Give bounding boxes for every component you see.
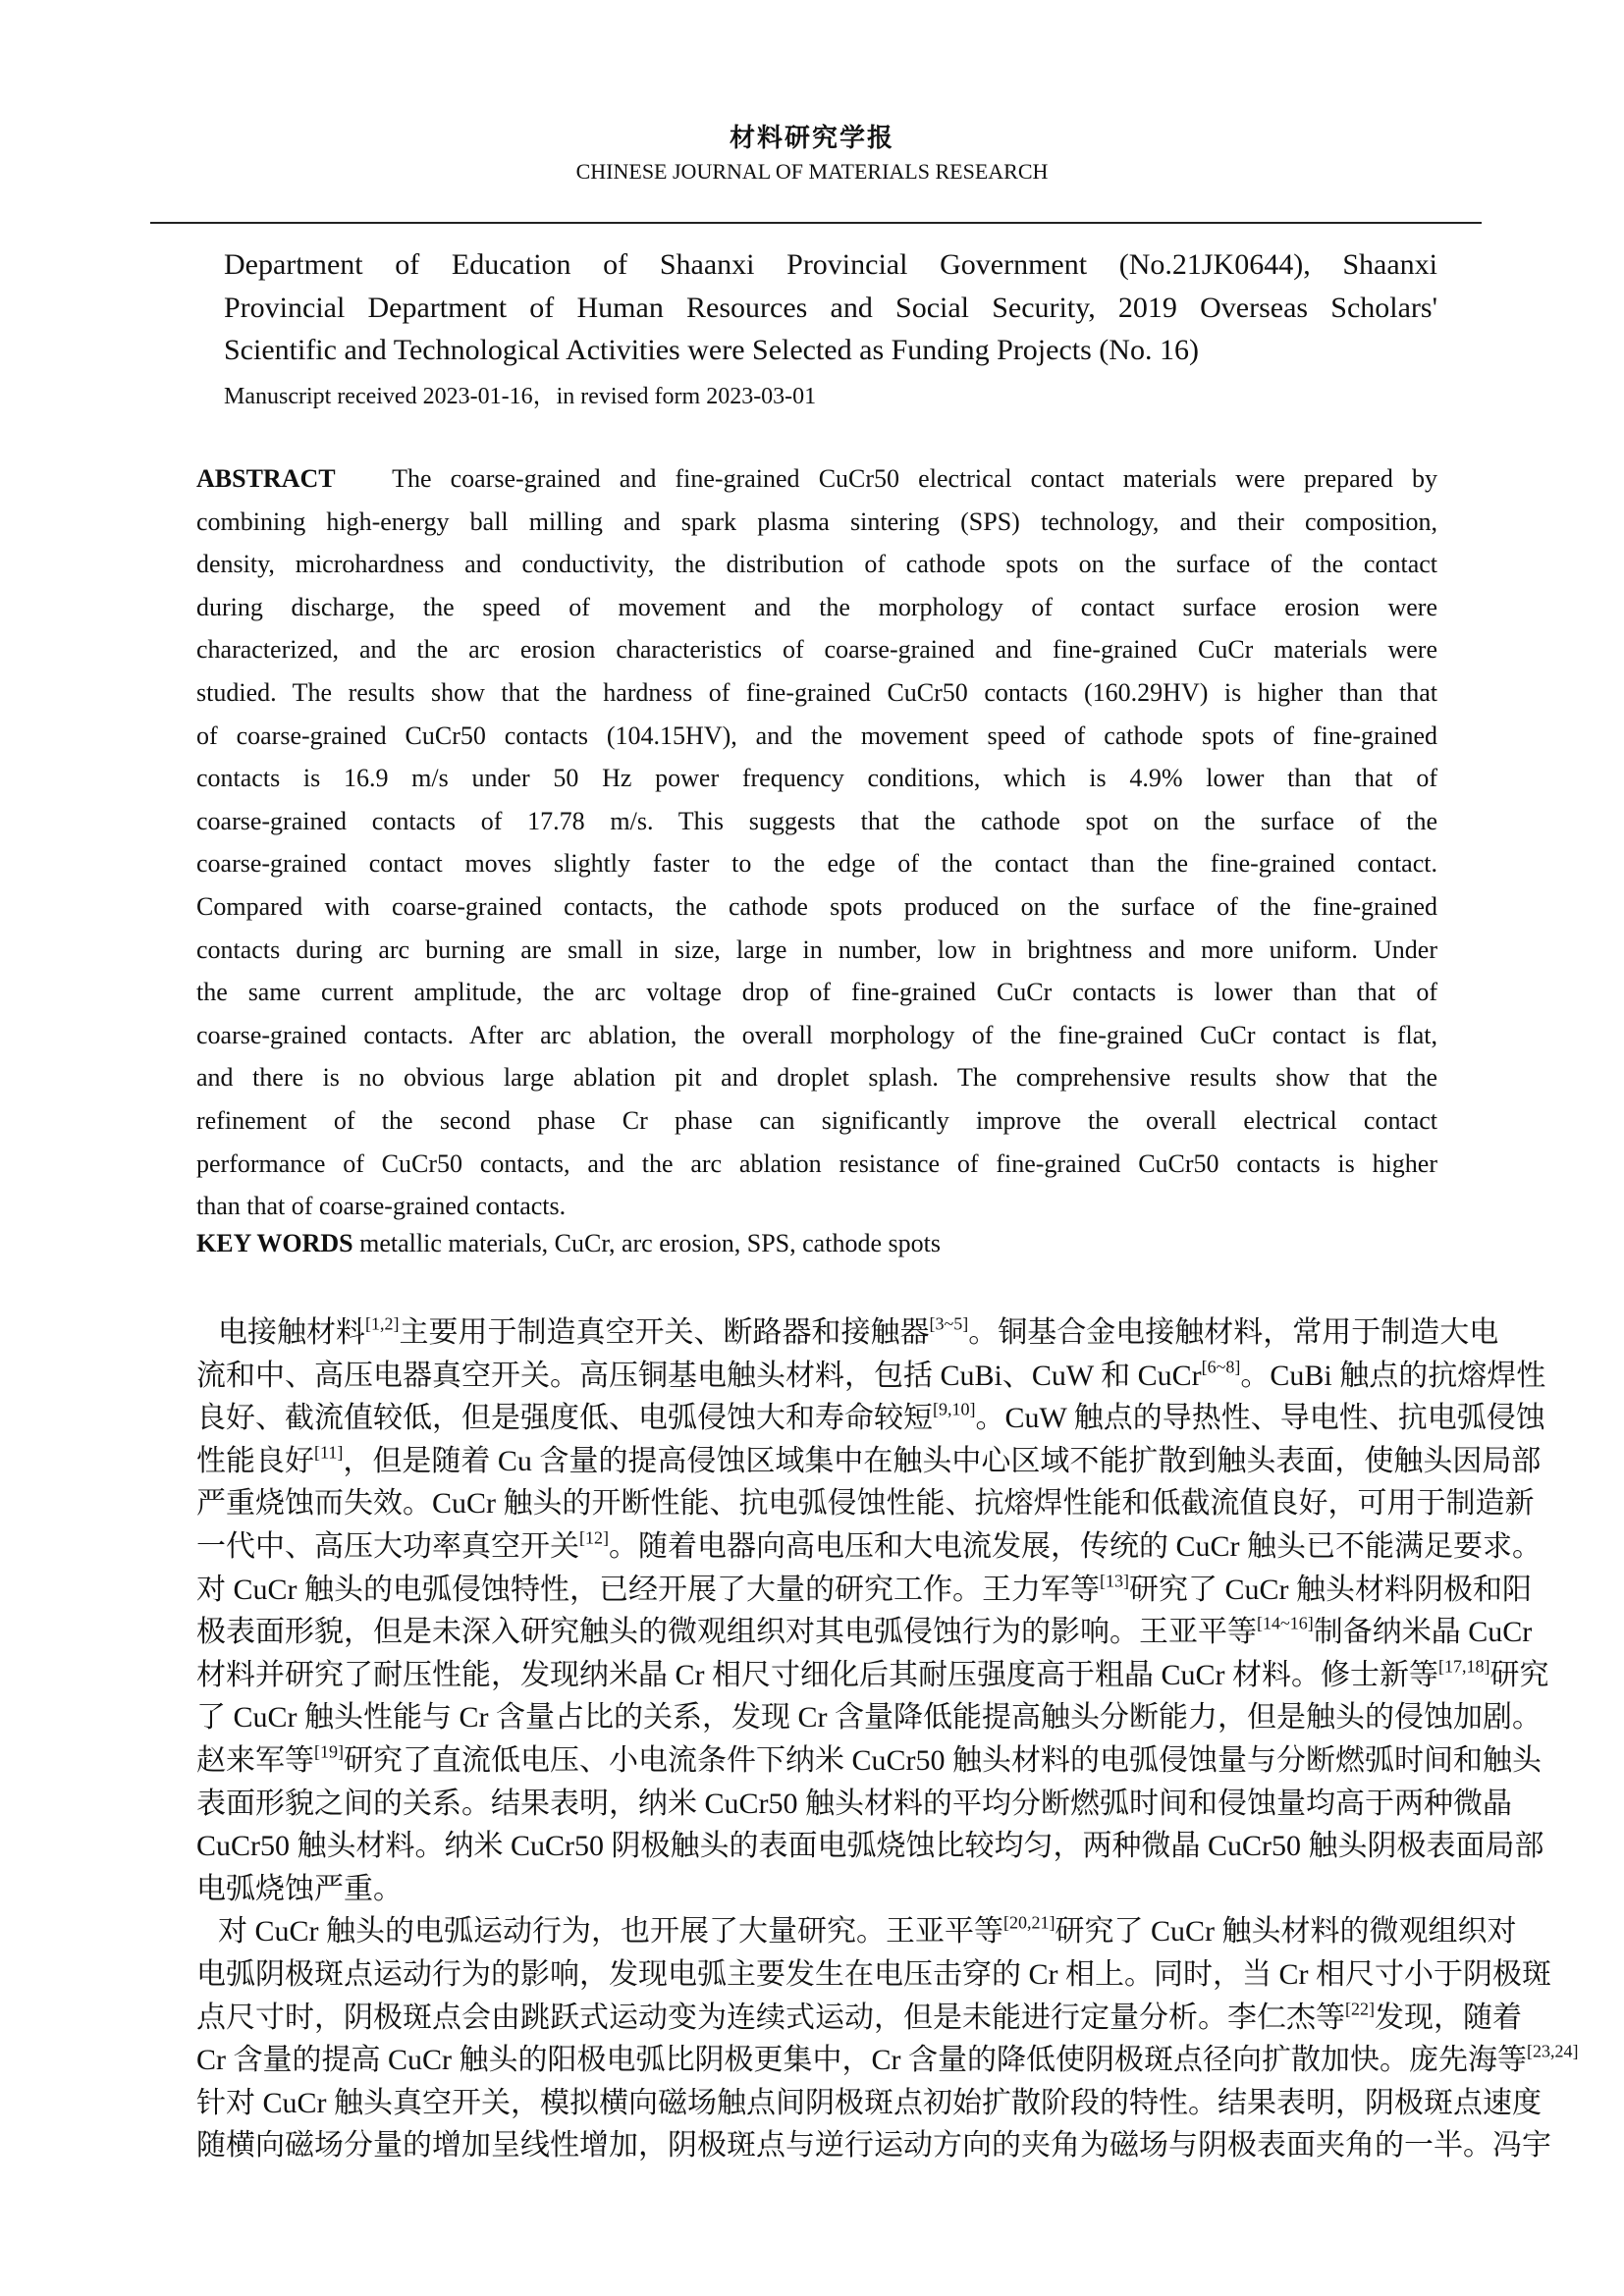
text-run: 极表面形貌，但是未深入研究触头的微观组织对其电弧侵蚀行为的影响。王亚平等 (196, 1616, 1257, 1649)
abstract-line (196, 971, 1437, 1014)
abstract-text: than that of coarse-grained contacts. (196, 1192, 567, 1221)
text-run: 严重烧蚀而失效。CuCr 触头的开断性能、抗电弧侵蚀性能、抗熔焊性能和低截流值良好，可用于制造新 (196, 1487, 1535, 1521)
text-run: 一代中、高压大功率真空开关 (196, 1529, 579, 1563)
citation-ref: [14~16] (1257, 1613, 1314, 1633)
text-run: 电接触材料 (218, 1316, 365, 1349)
text-run: 针对 CuCr 触头真空开关，模拟横向磁场触点间阴极斑点初始扩散阶段的特性。结果表明，阴极斑点速度 (196, 2086, 1543, 2119)
abstract-text: studied. The results show that the hardness of fine-grained CuCr50 contacts (160.29HV) is higher than that (196, 677, 1437, 707)
abstract-text: density, microhardness and conductivity, the distribution of cathode spots on the surface of the contact (196, 550, 1437, 579)
citation-ref: [6~8] (1201, 1357, 1241, 1376)
abstract-line (196, 757, 1437, 800)
abstract-line (196, 1099, 1437, 1143)
abstract-line (196, 586, 1437, 629)
paragraph-line (196, 1783, 1513, 1826)
abstract-line (196, 1056, 1437, 1099)
abstract-text: contacts during arc burning are small in size, large in number, low in brightness and more uniform. Under (196, 934, 1437, 964)
paragraph-line (196, 1569, 1533, 1612)
citation-ref: [23,24] (1527, 2041, 1579, 2061)
abstract-text: characterized, and the arc erosion characteristics of coarse-grained and fine-grained CuCr materials were (196, 635, 1437, 665)
paragraph-line (196, 2124, 1551, 2167)
header-divider (150, 222, 1482, 224)
abstract-line (196, 671, 1437, 715)
text-run: 性能良好 (196, 1444, 314, 1477)
citation-ref: [19] (314, 1741, 344, 1762)
abstract-line (196, 457, 1437, 501)
text-run: 制备纳米晶 CuCr (1313, 1616, 1533, 1649)
paragraph-line (196, 1910, 1517, 1953)
text-run: 研究了 CuCr 触头材料的微观组织对 (1055, 1915, 1517, 1949)
citation-ref: [9,10] (933, 1399, 976, 1419)
paragraph-line (196, 1311, 1499, 1355)
text-run: 了 CuCr 触头性能与 Cr 含量占比的关系，发现 Cr 含量降低能提高触头分断能力，但是触头的侵蚀加剧。 (196, 1701, 1543, 1735)
citation-ref: [12] (579, 1527, 609, 1548)
text-run: 。随着电器向高电压和大电流发展，传统的 CuCr 触头已不能满足要求。 (609, 1529, 1543, 1563)
paragraph-line (196, 1397, 1545, 1440)
keywords-label: KEY WORDS (196, 1229, 353, 1257)
paragraph-line (196, 1525, 1543, 1569)
abstract-text: of coarse-grained CuCr50 contacts (104.15HV), and the movement speed of cathode spots of fine-grained (196, 721, 1437, 750)
abstract-label: ABSTRACT (196, 464, 336, 493)
funding-line: Department of Education of Shaanxi Provincial Government (No.21JK0644), Shaanxi (224, 248, 1437, 281)
paragraph-line (196, 1953, 1551, 1997)
abstract-text: coarse-grained contacts of 17.78 m/s. This suggests that the cathode spot on the surface of the (196, 806, 1437, 835)
text-run: 电弧阴极斑点运动行为的影响，发现电弧主要发生在电压击穿的 Cr 相上。同时，当 Cr 相尺寸小于阴极斑 (196, 1957, 1551, 1991)
keywords (196, 1229, 941, 1258)
text-run: 。铜基合金电接触材料，常用于制造大电 (968, 1316, 1499, 1349)
abstract-line (196, 885, 1437, 929)
funding-line: Provincial Department of Human Resources and Social Security, 2019 Overseas Scholars' (224, 291, 1437, 324)
citation-ref: [3~5] (929, 1313, 969, 1334)
abstract-text: performance of CuCr50 contacts, and the arc ablation resistance of fine-grained CuCr50 contacts is higher (196, 1148, 1437, 1178)
abstract-text: contacts is 16.9 m/s under 50 Hz power frequency conditions, which is 4.9% lower than that of (196, 764, 1437, 793)
paragraph-line (196, 2082, 1543, 2125)
citation-ref: [11] (314, 1442, 344, 1463)
paragraph-line (196, 1696, 1543, 1739)
paragraph (196, 1311, 1549, 1910)
text-run: 电弧烧蚀严重。 (196, 1872, 403, 1905)
paragraph-line (196, 1825, 1544, 1868)
text-run: 赵来军等 (196, 1743, 314, 1777)
text-run: 研究了直流低电压、小电流条件下纳米 CuCr50 触头材料的电弧侵蚀量与分断燃弧时间和触头 (344, 1743, 1543, 1777)
text-run: ，但是随着 Cu 含量的提高侵蚀区域集中在触头中心区域不能扩散到触头表面，使触头因局部 (343, 1444, 1542, 1477)
abstract-text: and there is no obvious large ablation pit and droplet splash. The comprehensive results show that the (196, 1063, 1437, 1093)
text-run: 研究 (1489, 1658, 1549, 1691)
funding-statement (224, 243, 1437, 372)
abstract-text: coarse-grained contacts. After arc ablation, the overall morphology of the fine-grained CuCr contact is flat, (196, 1020, 1437, 1049)
text-run: 发现，随着 (1375, 2001, 1522, 2034)
paragraph-line (196, 1440, 1542, 1483)
text-run: 流和中、高压电器真空开关。高压铜基电触头材料，包括 CuBi、CuW 和 CuCr (196, 1359, 1202, 1392)
text-run: 研究了 CuCr 触头材料阴极和阳 (1129, 1573, 1533, 1606)
paragraph-line (196, 1611, 1533, 1654)
citation-ref: [20,21] (1003, 1912, 1056, 1933)
journal-title-en: CHINESE JOURNAL OF MATERIALS RESEARCH (575, 159, 1049, 184)
abstract-text: the same current amplitude, the arc voltage drop of fine-grained CuCr contacts is lower than that of (196, 978, 1437, 1007)
abstract-line (196, 929, 1437, 972)
journal-title-cn: 材料研究学报 (729, 124, 894, 152)
text-run: 对 CuCr 触头的电弧侵蚀特性，已经开展了大量的研究工作。王力军等 (196, 1573, 1101, 1606)
citation-ref: [22] (1345, 1998, 1375, 2018)
paragraph-line (196, 1997, 1522, 2040)
text-run: CuCr50 触头材料。纳米 CuCr50 阴极触头的表面电弧烧蚀比较均匀，两种微晶 CuCr50 触头阴极表面局部 (196, 1830, 1544, 1863)
paragraph-line (196, 1355, 1546, 1398)
abstract-line (196, 1143, 1437, 1186)
abstract-text: combining high-energy ball milling and spark plasma sintering (SPS) technology, and their composition, (196, 507, 1437, 536)
paragraph-line (196, 1482, 1535, 1525)
abstract-text: refinement of the second phase Cr phase can significantly improve the overall electrical contact (196, 1105, 1437, 1135)
text-run: 点尺寸时，阴极斑点会由跳跃式运动变为连续式运动，但是未能进行定量分析。李仁杰等 (196, 2001, 1345, 2034)
manuscript-received: Manuscript received 2023-01-16，in revised form 2023-03-01 (224, 384, 817, 409)
abstract-line (196, 501, 1437, 544)
paragraph-line (196, 1739, 1543, 1783)
paragraph (196, 1910, 1579, 2167)
abstract-text: during discharge, the speed of movement and the morphology of contact surface erosion were (196, 592, 1437, 621)
body-text (196, 1311, 1579, 2167)
abstract-line (196, 628, 1437, 671)
abstract-line (196, 1014, 1437, 1057)
text-run: 良好、截流值较低，但是强度低、电弧侵蚀大和寿命较短 (196, 1402, 933, 1435)
citation-ref: [13] (1100, 1570, 1130, 1590)
text-run: 表面形貌之间的关系。结果表明，纳米 CuCr50 触头材料的平均分断燃弧时间和侵蚀量均高于两种微晶 (196, 1787, 1513, 1820)
abstract-text: Compared with coarse-grained contacts, the cathode spots produced on the surface of the fine-grained (196, 891, 1437, 921)
abstract-line (196, 800, 1437, 843)
paragraph-line (196, 1868, 1481, 1911)
text-run: Cr 含量的提高 CuCr 触头的阳极电弧比阴极更集中，Cr 含量的降低使阴极斑点径向扩散加快。庞先海等 (196, 2044, 1528, 2077)
paragraph-line (196, 2039, 1579, 2082)
text-run: 。CuBi 触点的抗熔焊性 (1240, 1359, 1546, 1392)
abstract-line (196, 842, 1437, 885)
abstract-line (196, 715, 1437, 758)
abstract-line (196, 1185, 1437, 1228)
keywords-text: metallic materials, CuCr, arc erosion, SPS, cathode spots (352, 1229, 941, 1257)
abstract (196, 457, 1437, 1228)
abstract-text: coarse-grained contact moves slightly faster to the edge of the contact than the fine-grained contact. (196, 849, 1437, 879)
citation-ref: [1,2] (365, 1313, 400, 1334)
funding-line: Scientific and Technological Activities were Selected as Funding Projects (No. 16) (224, 334, 1199, 366)
text-run: 对 CuCr 触头的电弧运动行为，也开展了大量研究。王亚平等 (218, 1915, 1004, 1949)
text-run: 。CuW 触点的导热性、导电性、抗电弧侵蚀 (975, 1402, 1545, 1435)
abstract-line (196, 543, 1437, 586)
text-run: 主要用于制造真空开关、断路器和接触器 (399, 1316, 930, 1349)
abstract-text: The coarse-grained and fine-grained CuCr50 electrical contact materials were prepared by (392, 464, 1438, 493)
paragraph-line (196, 1654, 1549, 1697)
text-run: 材料并研究了耐压性能，发现纳米晶 Cr 相尺寸细化后其耐压强度高于粗晶 CuCr 材料。修士新等 (196, 1658, 1439, 1691)
citation-ref: [17,18] (1438, 1656, 1490, 1677)
text-run: 随横向磁场分量的增加呈线性增加，阴极斑点与逆行运动方向的夹角为磁场与阴极表面夹角的一半。冯宇 (196, 2129, 1551, 2163)
